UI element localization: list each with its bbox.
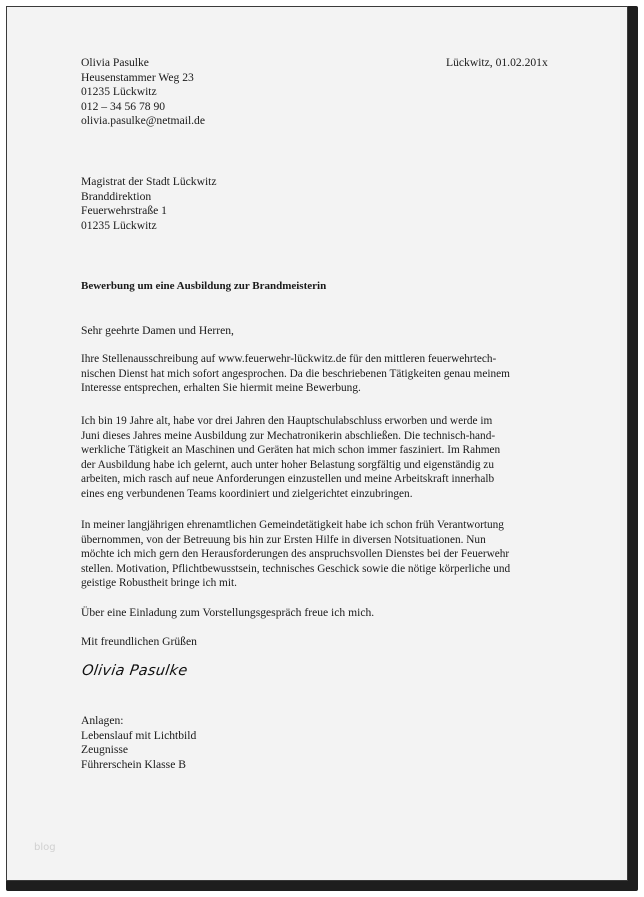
- attachment-item: Lebenslauf mit Lichtbild: [81, 728, 197, 742]
- paragraph-2-line: Juni dieses Jahres meine Ausbildung zur Mechatronikerin abschließen. Die technisch-hand-: [81, 429, 496, 442]
- closing: Mit freundlichen Grüßen: [81, 635, 197, 648]
- signature: Olivia Pasulke: [80, 663, 189, 679]
- subject-line: Bewerbung um eine Ausbildung zur Brandmeisterin: [81, 280, 327, 292]
- sender-name: Olivia Pasulke: [81, 56, 149, 69]
- sender-street: Heusenstammer Weg 23: [81, 70, 194, 84]
- recipient-block: [81, 175, 217, 233]
- attachments-heading: Anlagen:: [81, 714, 124, 727]
- paragraph-2: [81, 414, 561, 502]
- paragraph-3-line: In meiner langjährigen ehrenamtlichen Gemeindetätigkeit habe ich schon früh Verantwortung: [81, 519, 504, 531]
- paragraph-1-line: Interesse entsprechen, erhalten Sie hiermit meine Bewerbung.: [81, 382, 361, 395]
- paragraph-1-line: nischen Dienst hat mich sofort angesprochen. Da die beschriebenen Tätigkeiten genau meinem: [81, 367, 510, 380]
- paragraph-3-line: übernommen, von der Betreuung bis hin zur Ersten Hilfe in diversen Notsituationen. Nun: [81, 533, 486, 546]
- recipient-line-1: Magistrat der Stadt Lückwitz: [81, 175, 217, 188]
- paragraph-2-line: arbeiten, mich rasch auf neue Anforderungen einzustellen und meine Arbeitskraft innerhalb: [81, 473, 495, 486]
- paragraph-3-line: möchte ich mich gern den Herausforderungen des anspruchsvollen Dienstes bei der Feuerwehr: [81, 548, 510, 561]
- sender-city: 01235 Lückwitz: [81, 85, 157, 99]
- attachment-item: Zeugnisse: [81, 743, 129, 757]
- paragraph-1-line: Ihre Stellenausschreibung auf www.feuerwehr-lückwitz.de für den mittleren feuerwehrtech-: [81, 353, 497, 365]
- sender-phone: 012 – 34 56 78 90: [81, 99, 166, 113]
- paragraph-3: [81, 518, 561, 591]
- paragraph-4: Über eine Einladung zum Vorstellungsgespräch freue ich mich.: [81, 606, 375, 619]
- paragraph-3-line: stellen. Motivation, Pflichtbewusstsein, technisches Geschick sowie die nötige körperliche und: [81, 562, 511, 575]
- recipient-line-2: Branddirektion: [81, 189, 152, 203]
- sender-email: olivia.pasulke@netmail.de: [81, 114, 206, 128]
- place-date: Lückwitz, 01.02.201x: [446, 56, 548, 69]
- attachments-block: [81, 714, 196, 772]
- attachment-item: Führerschein Klasse B: [81, 757, 186, 771]
- paragraph-1: [81, 352, 561, 396]
- recipient-line-3: Feuerwehrstraße 1: [81, 204, 167, 218]
- paragraph-2-line: eines eng verbundenen Teams koordiniert und zielgerichtet einzubringen.: [81, 487, 413, 500]
- paragraph-3-line: geistige Robustheit bringe ich mit.: [81, 577, 237, 590]
- salutation: Sehr geehrte Damen und Herren,: [81, 324, 234, 337]
- paragraph-2-line: Ich bin 19 Jahre alt, habe vor drei Jahren den Hauptschulabschluss erworben und werde im: [81, 415, 493, 427]
- recipient-line-4: 01235 Lückwitz: [81, 218, 157, 232]
- paragraph-2-line: werkliche Tätigkeit an Maschinen und Geräten hat mich schon immer fasziniert. Im Rahmen: [81, 444, 501, 457]
- watermark: blog: [34, 842, 56, 853]
- sender-block: [81, 56, 205, 129]
- paragraph-2-line: der Ausbildung habe ich gelernt, auch unter hoher Belastung sorgfältig und eigenständig zu: [81, 458, 494, 471]
